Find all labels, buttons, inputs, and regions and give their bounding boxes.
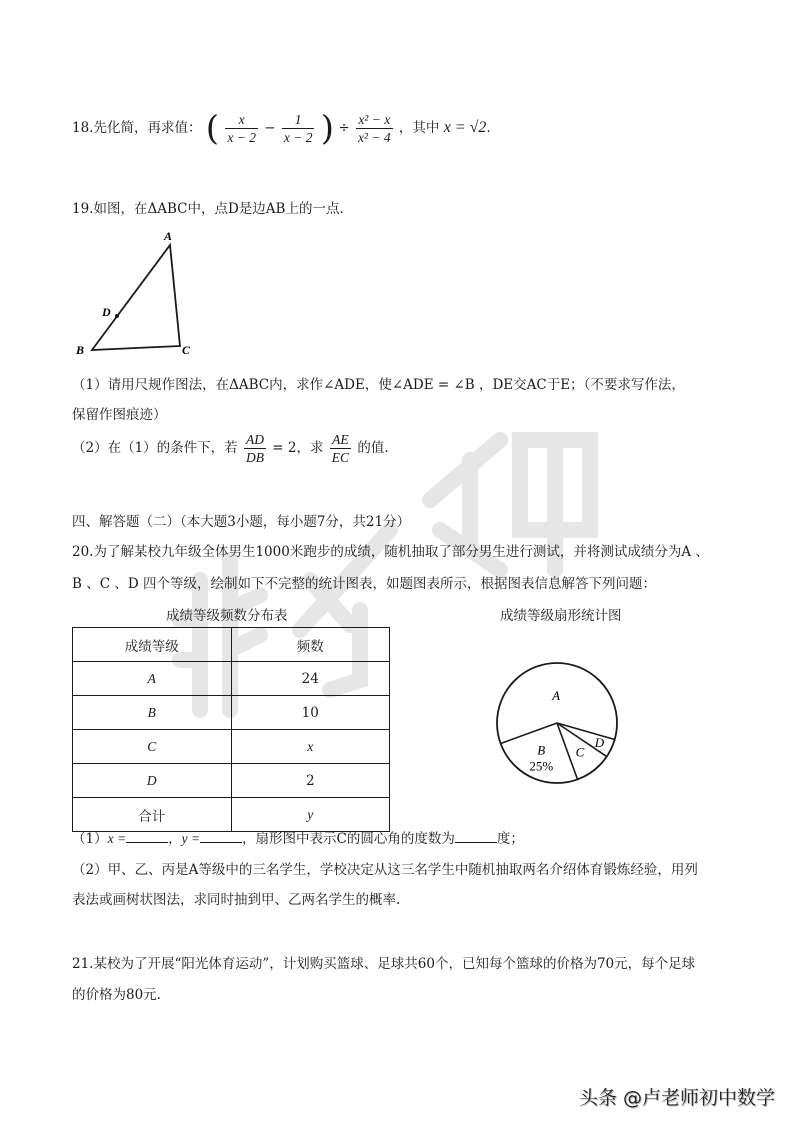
divide-sign: ÷ [338, 120, 350, 136]
slice-label-c: C [575, 744, 585, 760]
header-frequency: 频数 [231, 628, 390, 662]
q20-part2-line2: 表法或画树状图法，求同时抽到甲、乙两名学生的概率. [72, 892, 401, 908]
fraction-numerator: x² − x [356, 111, 393, 129]
q18-condition: x = √2 [443, 119, 487, 136]
section-heading: 四、解答题（二）（本大题3小题，每小题7分，共21分） [72, 514, 411, 530]
q18-fraction-3 [356, 111, 393, 146]
label-d: D [102, 305, 111, 319]
slice-percent-b: 25% [529, 758, 554, 774]
fraction-denominator: EC [331, 450, 350, 465]
chart-title: 成绩等级扇形统计图 [500, 608, 622, 624]
x-label: x = [107, 831, 127, 846]
fraction-numerator: AE [330, 431, 351, 449]
x-answer-blank[interactable] [126, 830, 168, 843]
q21-line2: 的价格为80元. [72, 987, 161, 1003]
q19-part2 [72, 428, 389, 468]
table-row [73, 696, 390, 730]
pie-chart [492, 660, 622, 790]
q19-part2-prefix: （2）在（1）的条件下，若 [72, 440, 238, 456]
ae-ec-fraction [330, 431, 351, 466]
table-row [73, 764, 390, 798]
frequency-cell: y [231, 798, 390, 832]
fraction-denominator: x² − 4 [357, 130, 391, 145]
slice-label-d: D [594, 734, 605, 750]
q20-part1-mid: ，扇形图中表示C的圆心角的度数为 [242, 831, 455, 847]
q19-part1-line2: 保留作图痕迹） [72, 407, 167, 423]
slice-boundary-b [557, 723, 578, 779]
right-paren: ) [320, 108, 335, 149]
fraction-denominator: x − 2 [283, 130, 313, 145]
q20-line1: 20.为了解某校九年级全体男生1000米跑步的成绩，随机抽取了部分男生进行测试，并将测试成绩分为A 、 [72, 544, 709, 560]
fraction-numerator: 1 [282, 111, 315, 129]
q19-part1-line1: （1）请用尺规作图法，在ΔABC内，求作∠ADE，使∠ADE = ∠B ，DE交AC于E；（不要求写作法， [72, 377, 685, 393]
frequency-table [72, 627, 390, 832]
footer-credit: 头条 @卢老师初中数学 [578, 1087, 775, 1109]
grade-cell: C [73, 730, 232, 764]
label-b: B [76, 343, 85, 357]
q19-stem: 19.如图，在ΔABC中，点D是边AB上的一点. [72, 201, 344, 217]
grade-cell: D [73, 764, 232, 798]
fraction-denominator: x − 2 [227, 130, 256, 145]
minus-sign: − [264, 120, 276, 136]
triangle-abc [92, 245, 180, 350]
slice-label-a: A [552, 688, 561, 704]
q20-part1-end: 度； [496, 831, 524, 847]
frequency-cell: 10 [231, 696, 390, 730]
angle-answer-blank[interactable] [455, 830, 497, 843]
period: . [486, 120, 491, 136]
grade-cell: A [73, 662, 232, 696]
table-title: 成绩等级频数分布表 [166, 608, 288, 624]
y-answer-blank[interactable] [200, 830, 242, 843]
q20-part2-line1: （2）甲、乙、丙是A等级中的三名学生，学校决定从这三名学生中随机抽取两名介绍体育锻炼经验，用列 [72, 862, 698, 878]
label-c: C [182, 343, 191, 357]
slice-boundary-a [501, 723, 557, 744]
q18-suffix: ，其中 [398, 120, 440, 136]
point-d [115, 314, 119, 318]
frequency-cell: x [231, 730, 390, 764]
table-header-row [73, 628, 390, 662]
table-row [73, 662, 390, 696]
question-18 [72, 108, 491, 148]
q20-part1 [72, 827, 524, 847]
table-row [73, 730, 390, 764]
grade-cell: B [73, 696, 232, 730]
grade-cell: 合计 [73, 798, 232, 832]
left-paren: ( [205, 108, 220, 149]
label-a: A [164, 229, 173, 243]
fraction-numerator: x [225, 111, 258, 129]
q19-part2-eq: = 2，求 [272, 440, 324, 456]
slice-boundary-d [557, 723, 615, 740]
y-label: y = [181, 831, 201, 846]
q18-prefix: 18.先化简，再求值： [72, 120, 202, 136]
q20-line2: B 、C 、D 四个等级，绘制如下不完整的统计图表，如题图表所示，根据图表信息解答下列问题： [72, 576, 656, 592]
triangle-figure [70, 228, 200, 360]
q21-line1: 21.某校为了开展“阳光体育运动”，计划购买篮球、足球共60个，已知每个篮球的价格为70元，每个足球 [72, 956, 696, 972]
q20-part1-label: （1） [72, 831, 108, 847]
frequency-cell: 2 [231, 764, 390, 798]
q18-fraction-2 [282, 111, 315, 146]
separator: ， [168, 831, 182, 847]
fraction-numerator: AD [245, 432, 264, 447]
q19-part2-suffix: 的值. [357, 440, 389, 456]
header-grade: 成绩等级 [73, 628, 232, 662]
ad-db-fraction [244, 431, 266, 466]
frequency-cell: 24 [231, 662, 390, 696]
fraction-denominator: DB [245, 450, 264, 465]
slice-label-b: B [537, 742, 546, 758]
q18-fraction-1 [225, 111, 258, 146]
